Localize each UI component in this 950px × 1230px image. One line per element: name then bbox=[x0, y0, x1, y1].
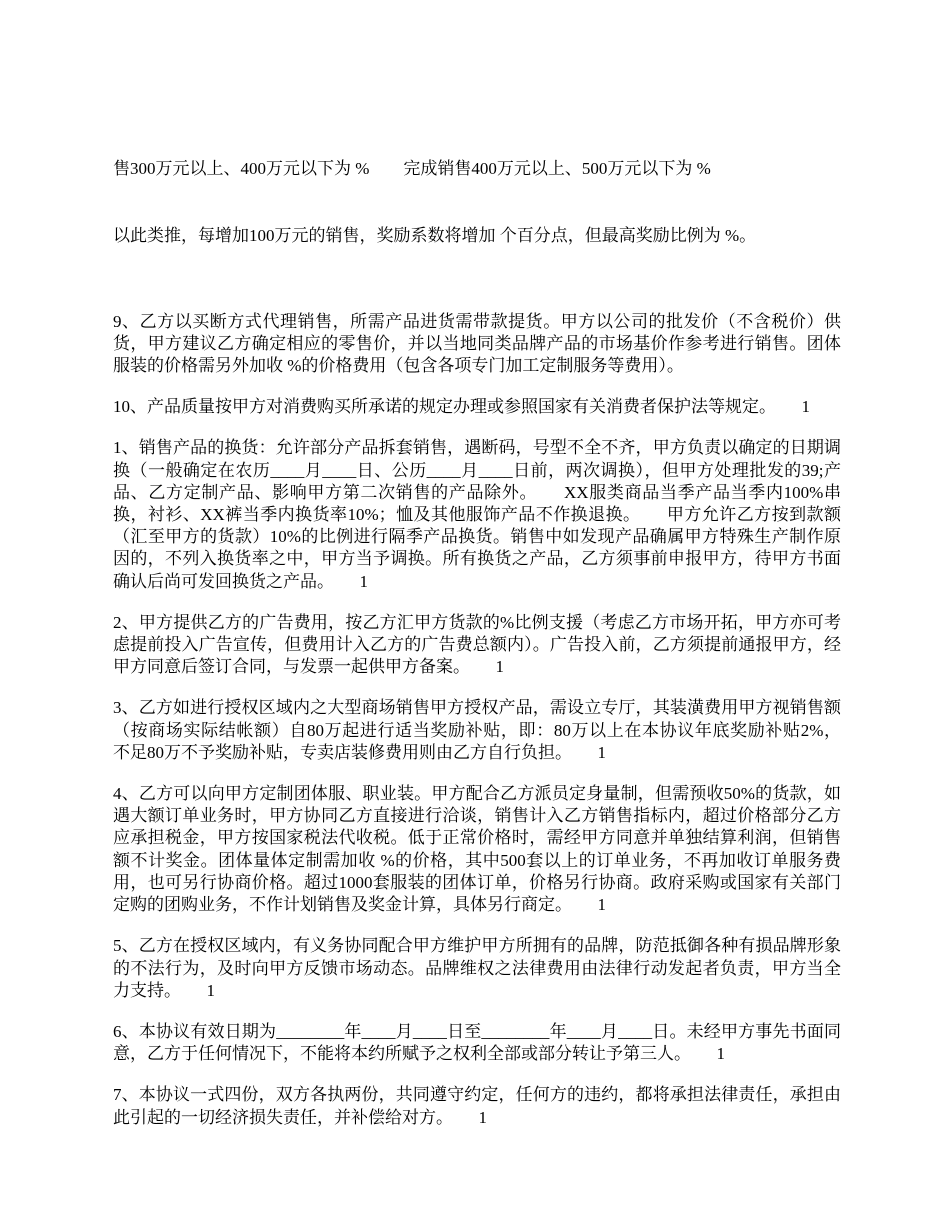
paragraph-6-validity: 6、本协议有效日期为________年____月____日至________年____月____日。未经甲方事先书面同意，乙方于任何情况下，不能将本约所赋予之权利全部或部分转让予第三人。 1 bbox=[113, 1021, 841, 1064]
paragraph-10-quality: 10、产品质量按甲方对消费购买所承诺的规定办理或参照国家有关消费者保护法等规定。 1 bbox=[113, 397, 810, 417]
paragraph-2-advertising: 2、甲方提供乙方的广告费用，按乙方汇甲方货款的%比例支援（考虑乙方市场开拓，甲方亦可考虑提前投入广告宣传，但费用计入乙方的广告费总额内）。广告投入前，乙方须提前通报甲方，经甲方同意后签订合同，与发票一起供甲方备案。 1 bbox=[113, 612, 841, 677]
paragraph-9-pricing: 9、乙方以买断方式代理销售，所需产品进货需带款提货。甲方以公司的批发价（不含税价）供货，甲方建议乙方确定相应的零售价，并以当地同类品牌产品的市场基价作参考进行销售。团体服装的价格需另外加收 %的价格费用（包含各项专门加工定制服务等费用）。 bbox=[113, 311, 841, 376]
paragraph-1-exchange: 1、销售产品的换货：允许部分产品拆套销售，遇断码，号型不全不齐，甲方负责以确定的日期调换（一般确定在农历____月____日、公历____月____日前，两次调换），但甲方处理批发的39;产品、乙方定制产品、影响甲方第二次销售的产品除外。 XX服类商品当季产品当季内100%串换，衬衫、XX裤当季内换货率10%；恤及其他服饰产品不作换退换。 甲方允许乙方按到款额（汇至甲方的货款）10%的比例进行隔季产品换货。销售中如发现产品确属甲方特殊生产制作原因的，不列入换货率之中，甲方当予调换。所有换货之产品，乙方须事前申报甲方，待甲方书面确认后尚可发回换货之产品。 1 bbox=[113, 438, 841, 591]
paragraph-3-store-subsidy: 3、乙方如进行授权区域内之大型商场销售甲方授权产品，需设立专厅，其装潢费用甲方视销售额（按商场实际结帐额）自80万起进行适当奖励补贴，即：80万以上在本协议年底奖励补贴2%， 不足80万不予奖励补贴，专卖店装修费用则由乙方自行负担。 1 bbox=[113, 698, 850, 762]
paragraph-7-copies: 7、本协议一式四份，双方各执两份，共同遵守约定，任何方的违约，都将承担法律责任，承担由此引起的一切经济损失责任，并补偿给对方。 1 bbox=[113, 1085, 841, 1127]
document-page bbox=[113, 114, 850, 1148]
intro-paragraph bbox=[113, 114, 841, 292]
intro-line-1: 售300万元以上、400万元以下为 % 完成销售400万元以上、500万元以下为 % bbox=[113, 159, 711, 179]
intro-line-2: 以此类推，每增加100万元的销售，奖励系数将增加 个百分点，但最高奖励比例为 %。 bbox=[113, 226, 757, 246]
paragraph-4-group-orders: 4、乙方可以向甲方定制团体服、职业装。甲方配合乙方派员定身量制，但需预收50%的货款，如遇大额订单业务时，甲方协同乙方直接进行洽谈，销售计入乙方销售指标内，超过价格部分乙方应承担税金，甲方按国家税法代收税。低于正常价格时，需经甲方同意并单独结算利润，但销售额不计奖金。团体量体定制需加收 %的价格，其中500套以上的订单业务，不再加收订单服务费用，也可另行协商价格。超过1000套服装的团体订单，价格另行协商。政府采购或国家有关部门定购的团购业务，不作计划销售及奖金计算，具体另行商定。 1 bbox=[113, 784, 841, 915]
paragraph-5-brand-protection: 5、乙方在授权区域内，有义务协同配合甲方维护甲方所拥有的品牌，防范抵御各种有损品牌形象的不法行为，及时向甲方反馈市场动态。品牌维权之法律费用由法律行动发起者负责，甲方当全力支持。 1 bbox=[113, 936, 841, 1000]
